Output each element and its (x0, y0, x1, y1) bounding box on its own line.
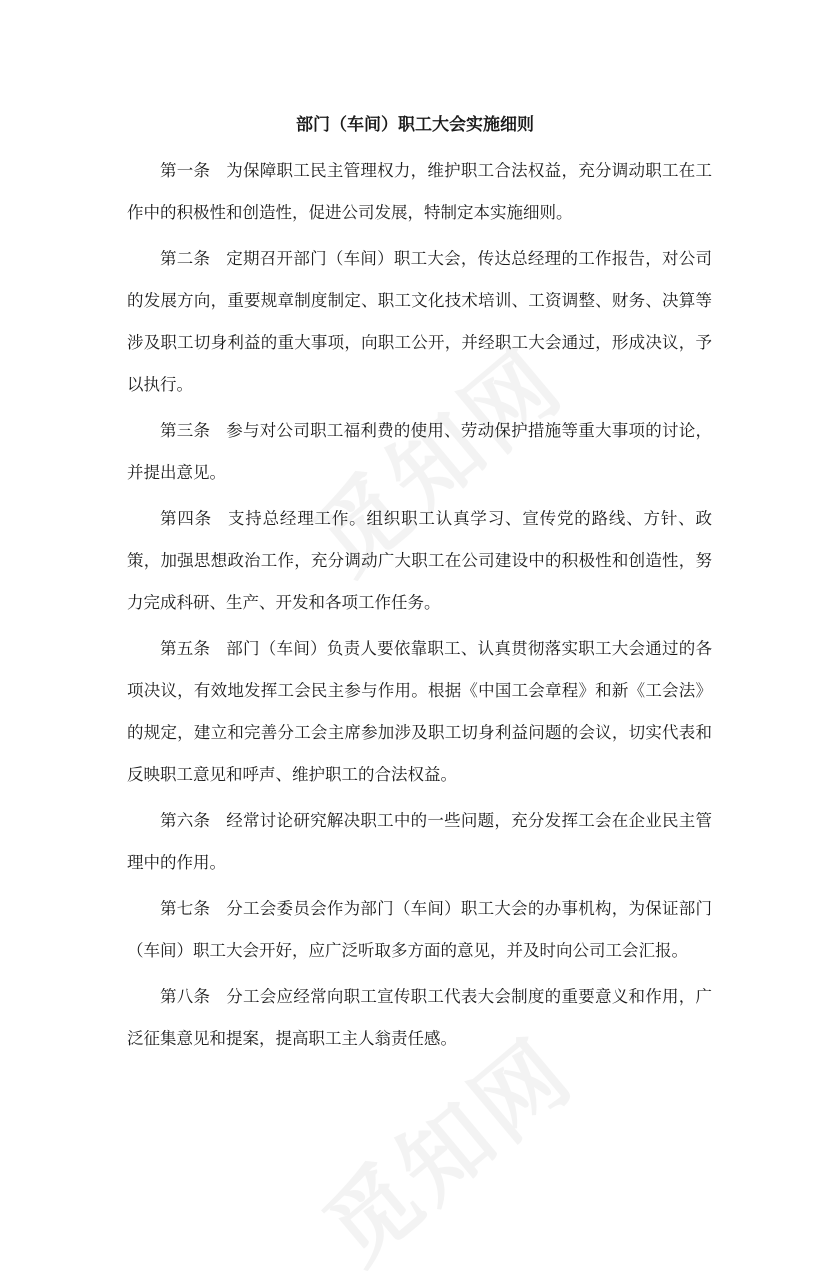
article-text: 分工会委员会作为部门（车间）职工大会的办事机构，为保证部门（车间）职工大会开好，应广泛听取多方面的意见，并及时向公司工会汇报。 (127, 899, 713, 960)
article-text: 部门（车间）负责人要依靠职工、认真贯彻落实职工大会通过的各项决议，有效地发挥工会民主参与作用。根据《中国工会章程》和新《工会法》的规定，建立和完善分工会主席参加涉及职工切身利益问题的会议，切实代表和反映职工意见和呼声、维护职工的合法权益。 (127, 639, 713, 784)
article-number: 第六条 (160, 811, 211, 830)
article-6 (127, 800, 712, 884)
article-number: 第四条 (160, 509, 212, 528)
article-1 (127, 150, 712, 234)
article-2 (127, 238, 712, 406)
article-text: 定期召开部门（车间）职工大会，传达总经理的工作报告，对公司的发展方向，重要规章制度制定、职工文化技术培训、工资调整、财务、决算等涉及职工切身利益的重大事项，向职工公开，并经职工大会通过，形成决议，予以执行。 (127, 249, 713, 394)
article-text: 为保障职工民主管理权力，维护职工合法权益，充分调动职工在工作中的积极性和创造性，促进公司发展，特制定本实施细则。 (127, 161, 713, 222)
article-8 (127, 976, 712, 1060)
article-number: 第五条 (160, 639, 211, 658)
article-number: 第三条 (160, 421, 211, 440)
document-body (127, 150, 712, 1064)
article-text: 分工会应经常向职工宣传职工代表大会制度的重要意义和作用，广泛征集意见和提案，提高职工主人翁责任感。 (127, 987, 713, 1048)
article-7 (127, 888, 712, 972)
article-4 (127, 498, 712, 624)
article-number: 第一条 (160, 161, 211, 180)
article-number: 第二条 (160, 249, 211, 268)
article-number: 第七条 (160, 899, 211, 918)
article-5 (127, 628, 712, 796)
article-number: 第八条 (160, 987, 211, 1006)
document-title: 部门（车间）职工大会实施细则 (296, 115, 534, 135)
article-text: 支持总经理工作。组织职工认真学习、宣传党的路线、方针、政策，加强思想政治工作，充分调动广大职工在公司建设中的积极性和创造性，努力完成科研、生产、开发和各项工作任务。 (127, 509, 713, 612)
article-3 (127, 410, 712, 494)
article-text: 经常讨论研究解决职工中的一些问题，充分发挥工会在企业民主管理中的作用。 (127, 811, 713, 872)
article-text: 参与对公司职工福利费的使用、劳动保护措施等重大事项的讨论，并提出意见。 (127, 421, 713, 482)
